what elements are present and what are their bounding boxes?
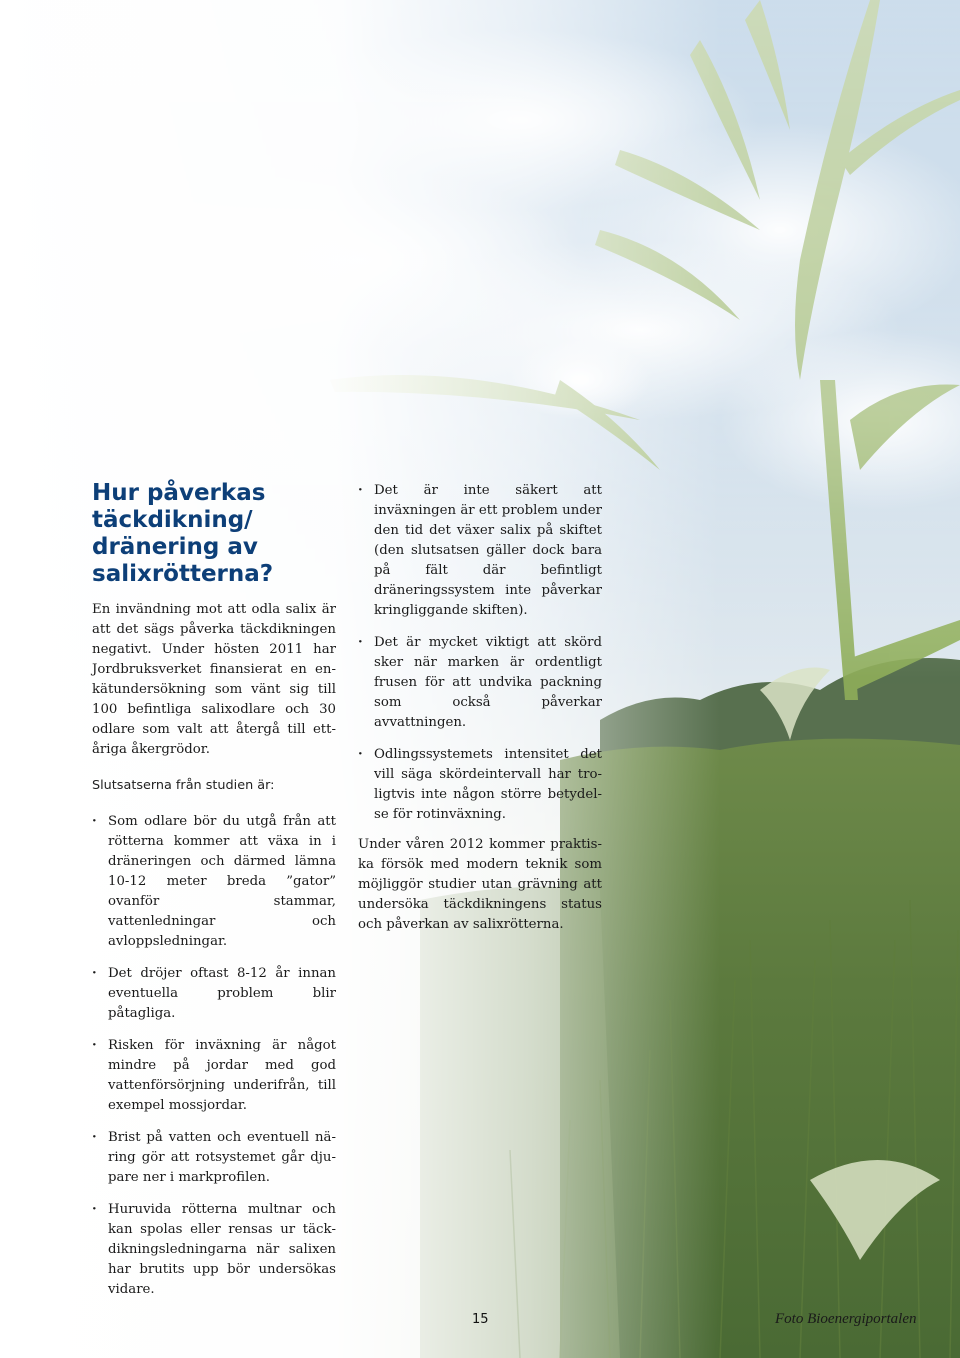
closing-paragraph: Under våren 2012 kommer praktiska försök med modern teknik som möjliggör studier utan grävning att undersöka täckdikningens status och påverkan av salixrötterna. bbox=[358, 837, 602, 932]
list-item: · Huruvida rötterna multnar och kan spolas eller rensas ur täckdikningsledningarna när salixen har brutits upp bör undersökas vidare. bbox=[92, 1200, 336, 1300]
photo-credit: Foto Bioenergiportalen bbox=[775, 1311, 917, 1327]
page-title: Hur påverkas täckdikning/ dränering av salixrötterna? bbox=[92, 480, 274, 587]
list-item: · Det är mycket viktigt att skörd sker när marken är ordentligt frusen för att undvika packning som också påverkar avvattningen. bbox=[358, 633, 602, 733]
page-number: 15 bbox=[472, 1312, 489, 1327]
list-item: · Som odlare bör du utgå från att rötterna kommer att växa in i dräneringen och därmed lämna 10-12 meter breda ”gator” ovanför stammar, vattenledningar och avloppsledningar. bbox=[92, 812, 336, 952]
intro-paragraph: En invändning mot att odla salix är att det sägs påverka täckdikningen negativt. Under hösten 2011 har Jordbruksverket finansierat en enkätundersökning som vänt sig till 100 befintliga salixodlare och 30 odlare som valt att återgå till ettåriga åkergrödor. bbox=[92, 602, 336, 757]
right-column bbox=[358, 481, 602, 935]
list-item: · Odlingssystemets intensitet det vill säga skördeintervall har troligtvis inte någon större betydelse för rotinväxning. bbox=[358, 745, 602, 825]
right-bullet-list bbox=[358, 481, 602, 825]
conclusions-lead: Slutsatserna från studien är: bbox=[92, 778, 275, 793]
left-column bbox=[92, 600, 336, 1312]
list-item: · Brist på vatten och eventuell näring gör att rotsystemet går djupare ner i markprofilen. bbox=[92, 1128, 336, 1188]
list-item: · Risken för inväxning är något mindre på jordar med god vattenförsörjning underifrån, till exempel mossjordar. bbox=[92, 1036, 336, 1116]
list-item: · Det är inte säkert att inväxningen är ett problem under den tid det växer salix på skiftet (den slutsatsen gäller dock bara på fält där befintligt dräneringssystem inte påverkar kringliggande skiften). bbox=[358, 481, 602, 621]
list-item: · Det dröjer oftast 8-12 år innan eventuella problem blir påtagliga. bbox=[92, 964, 336, 1024]
left-bullet-list bbox=[92, 812, 336, 1300]
